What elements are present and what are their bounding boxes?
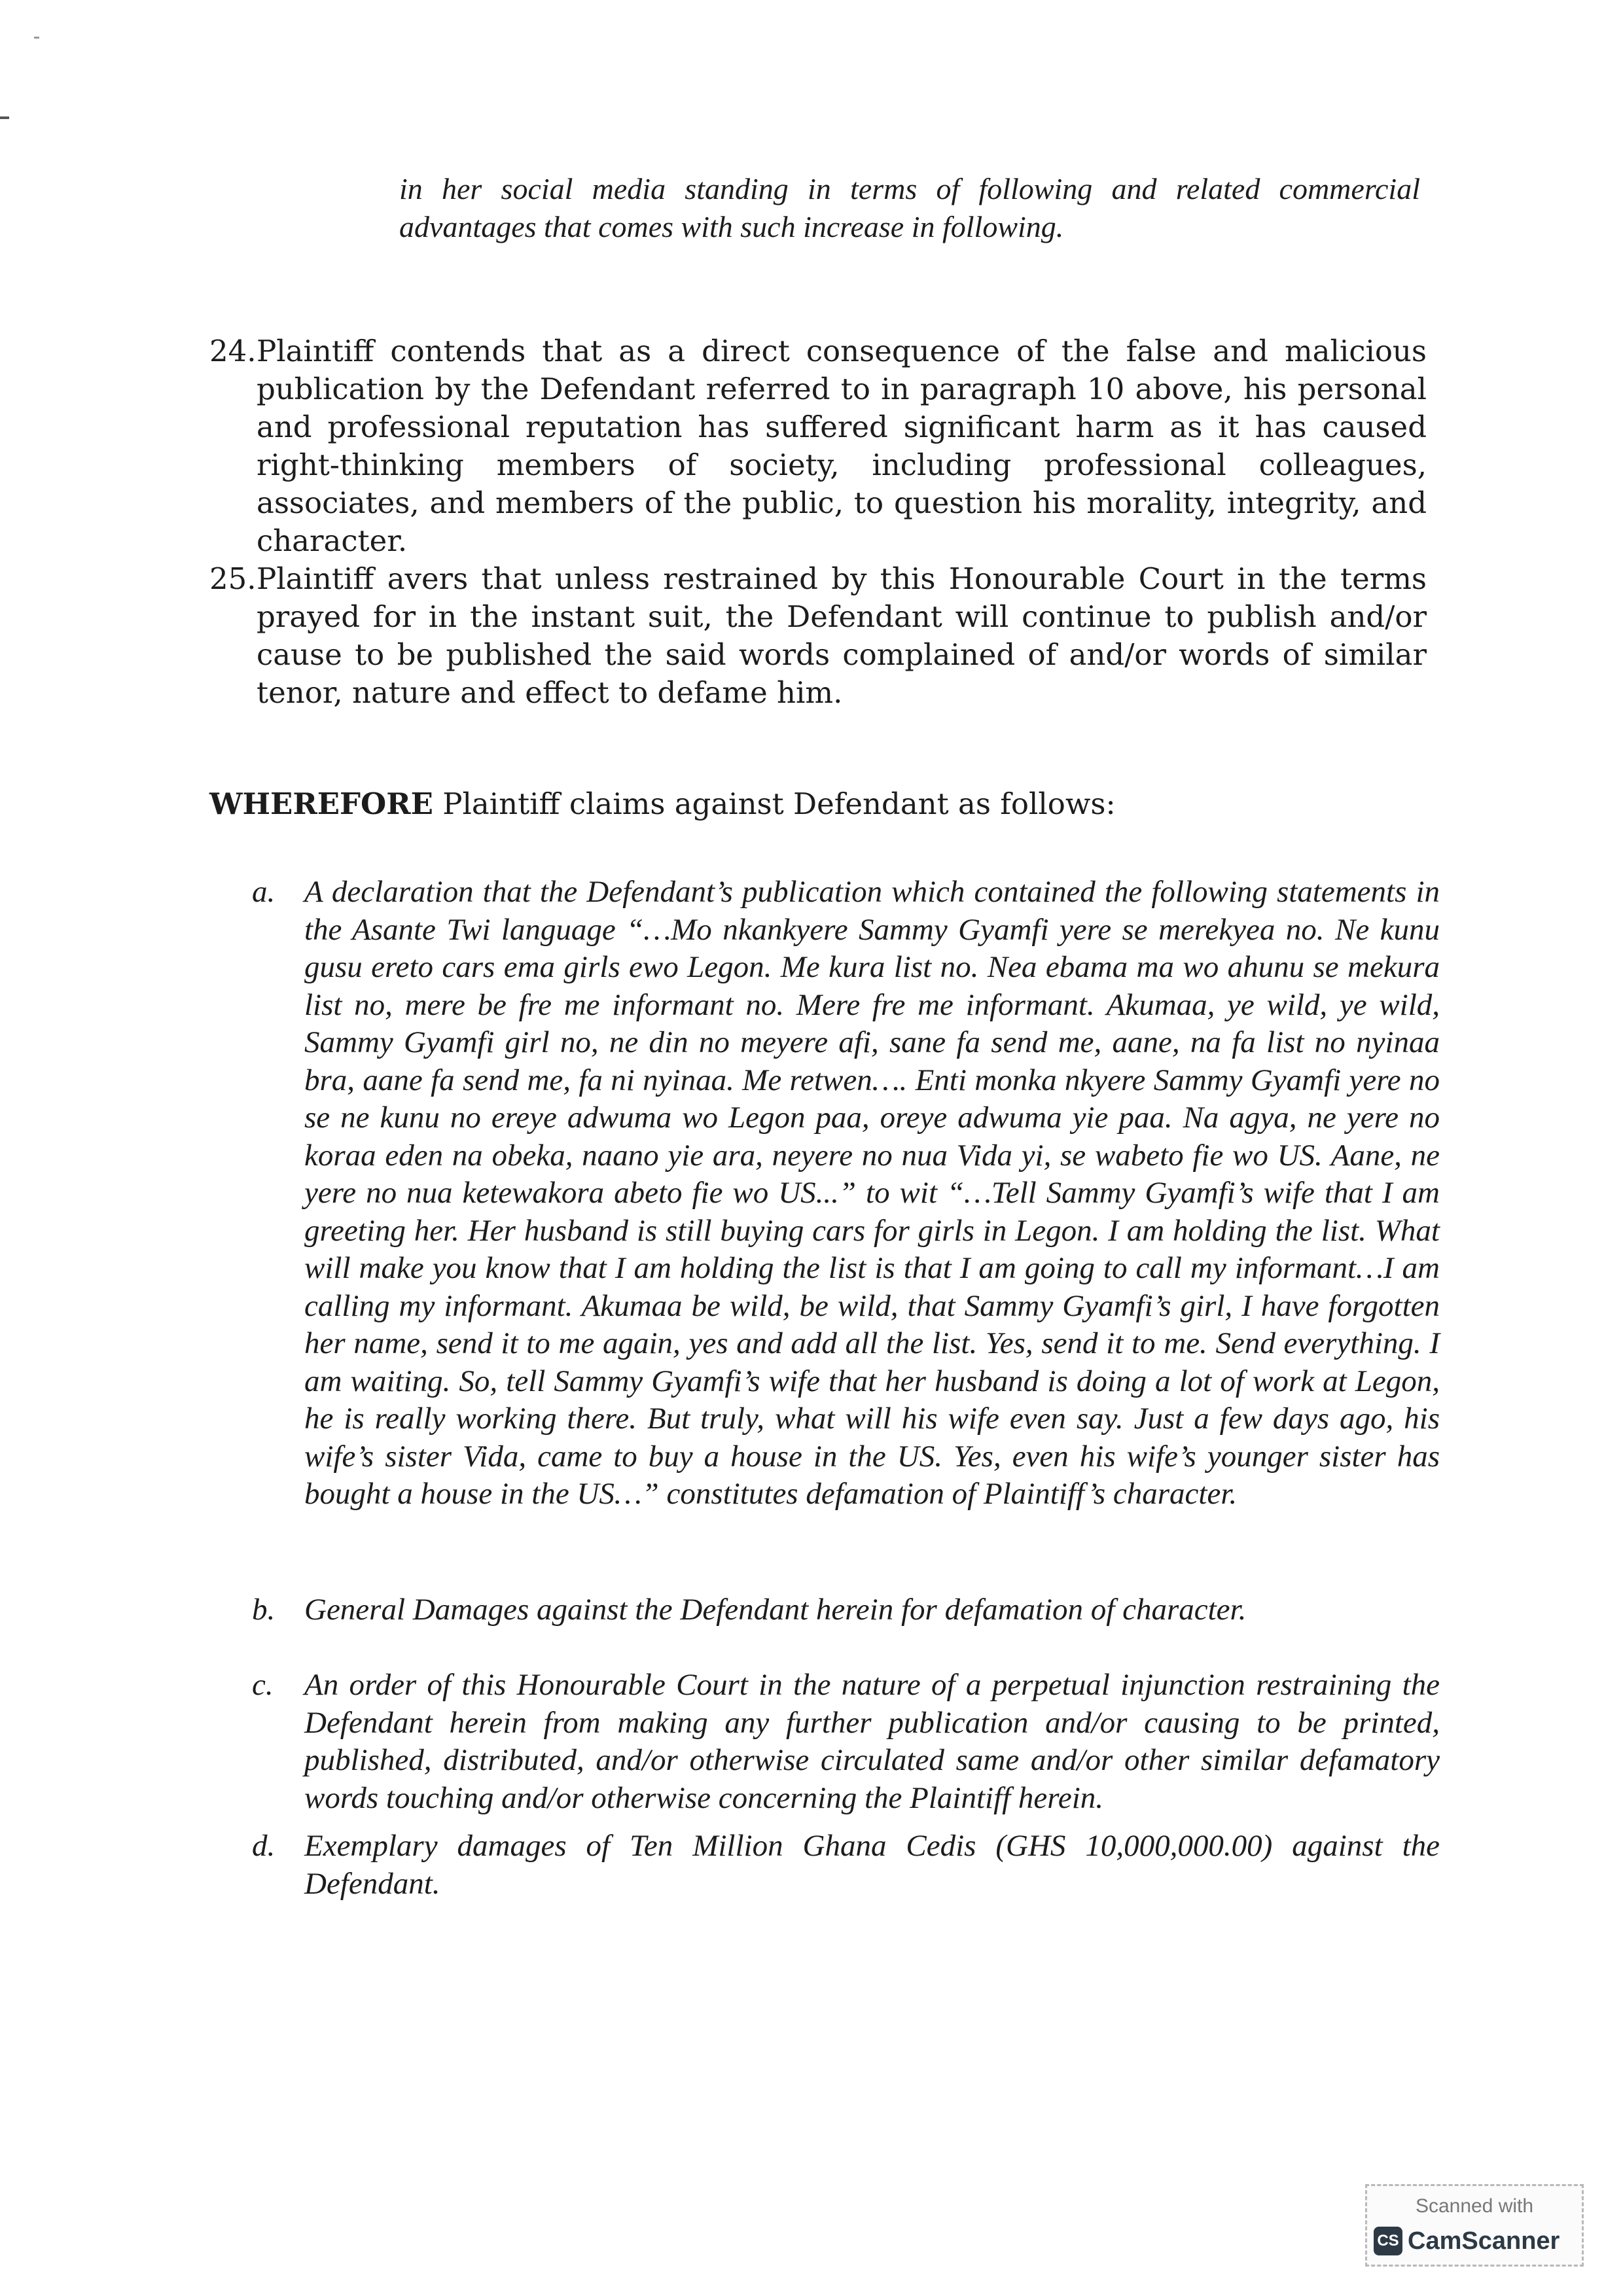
- camscanner-logo-icon: CS: [1374, 2227, 1402, 2255]
- paragraph-number: 24.: [209, 334, 257, 368]
- wherefore-heading: WHEREFORE: [209, 786, 433, 821]
- camscanner-watermark: [1365, 2184, 1584, 2267]
- wherefore-clause: [209, 785, 1427, 823]
- claim-letter: b.: [252, 1593, 276, 1627]
- watermark-caption: Scanned with: [1415, 2195, 1534, 2217]
- claim-text: A declaration that the Defendant’s publication which contained the following statements in the Asante Twi language “…Mo nkankyere Sammy Gyamfi yere se merekyea no. Ne kunu gusu ereto cars ema girls ewo Legon. Me kura list no. Nea ebama ma wo ahunu se mekura list no, mere be fre me informant no. Mere fre me informant. Akumaa, ye wild, ye wild, Sammy Gyamfi girl no, ne din no meyere afi, sane fa send me, aane, na fa list no nyinaa bra, aane fa send me, fa ni nyinaa. Me retwen…. Enti monka nkyere Sammy Gyamfi yere no se ne kunu no ereye adwuma wo Legon paa, oreye adwuma yie paa. Na agya, ne yere no koraa eden na obeka, naano yie ara, neyere no nua Vida yi, se wabeto fie wo US. Aane, ne yere no nua ketewakora abeto fie wo US...” to wit “…Tell Sammy Gyamfi’s wife that I am greeting her. Her husband is still buying cars for girls in Legon. I am holding the list. What will make you know that I am holding the list is that I am going to call my informant…I am calling my informant. Akumaa be wild, be wild, that Sammy Gyamfi’s girl, I have forgotten her name, send it to me again, yes and add all the list. Yes, send it to me. Send everything. I am waiting. So, tell Sammy Gyamfi’s wife that her husband is doing a lot of work at Legon, he is really working there. But truly, what will his wife even say. Just a few days ago, his wife’s sister Vida, came to buy a house in the US. Yes, even his wife’s younger sister has bought a house in the US…” constitutes defamation of Plaintiff’s character.: [304, 875, 1440, 1511]
- continuation-paragraph: in her social media standing in terms of following and related commercial advantages that comes with such increase in following.: [399, 172, 1420, 243]
- claim-item-d: [252, 1828, 1440, 1903]
- watermark-brand-name: CamScanner: [1408, 2227, 1560, 2255]
- claim-item-a: [252, 874, 1440, 1513]
- scan-edge-mark: [0, 116, 9, 119]
- wherefore-text: Plaintiff claims against Defendant as follows:: [433, 786, 1116, 821]
- watermark-brand-row: [1374, 2227, 1560, 2255]
- claim-item-c: [252, 1667, 1440, 1817]
- claim-item-b: [252, 1591, 1440, 1629]
- claim-letter: c.: [252, 1668, 274, 1702]
- scan-speck: [34, 37, 39, 39]
- paragraph-25: [209, 560, 1427, 712]
- claim-letter: a.: [252, 875, 276, 909]
- claim-text: Exemplary damages of Ten Million Ghana Cedis (GHS 10,000,000.00) against the Defendant.: [304, 1829, 1440, 1901]
- paragraph-text: Plaintiff avers that unless restrained by this Honourable Court in the terms prayed for in the instant suit, the Defendant will continue to publish and/or cause to be published the said words complained of and/or words of similar tenor, nature and effect to defame him.: [257, 561, 1427, 710]
- paragraph-text: Plaintiff contends that as a direct consequence of the false and malicious publication by the Defendant referred to in paragraph 10 above, his personal and professional reputation has suffered significant harm as it has caused right-thinking members of society, including professional colleagues, associates, and members of the public, to question his morality, integrity, and character.: [257, 334, 1427, 558]
- claim-text: An order of this Honourable Court in the nature of a perpetual injunction restraining the Defendant herein from making any further publication and/or causing to be printed, published, distributed, and/or otherwise circulated same and/or other similar defamatory words touching and/or otherwise concerning the Plaintiff herein.: [304, 1668, 1440, 1815]
- claim-text: General Damages against the Defendant herein for defamation of character.: [304, 1593, 1247, 1627]
- paragraph-24: [209, 332, 1427, 560]
- paragraph-number: 25.: [209, 561, 257, 596]
- claim-letter: d.: [252, 1829, 276, 1863]
